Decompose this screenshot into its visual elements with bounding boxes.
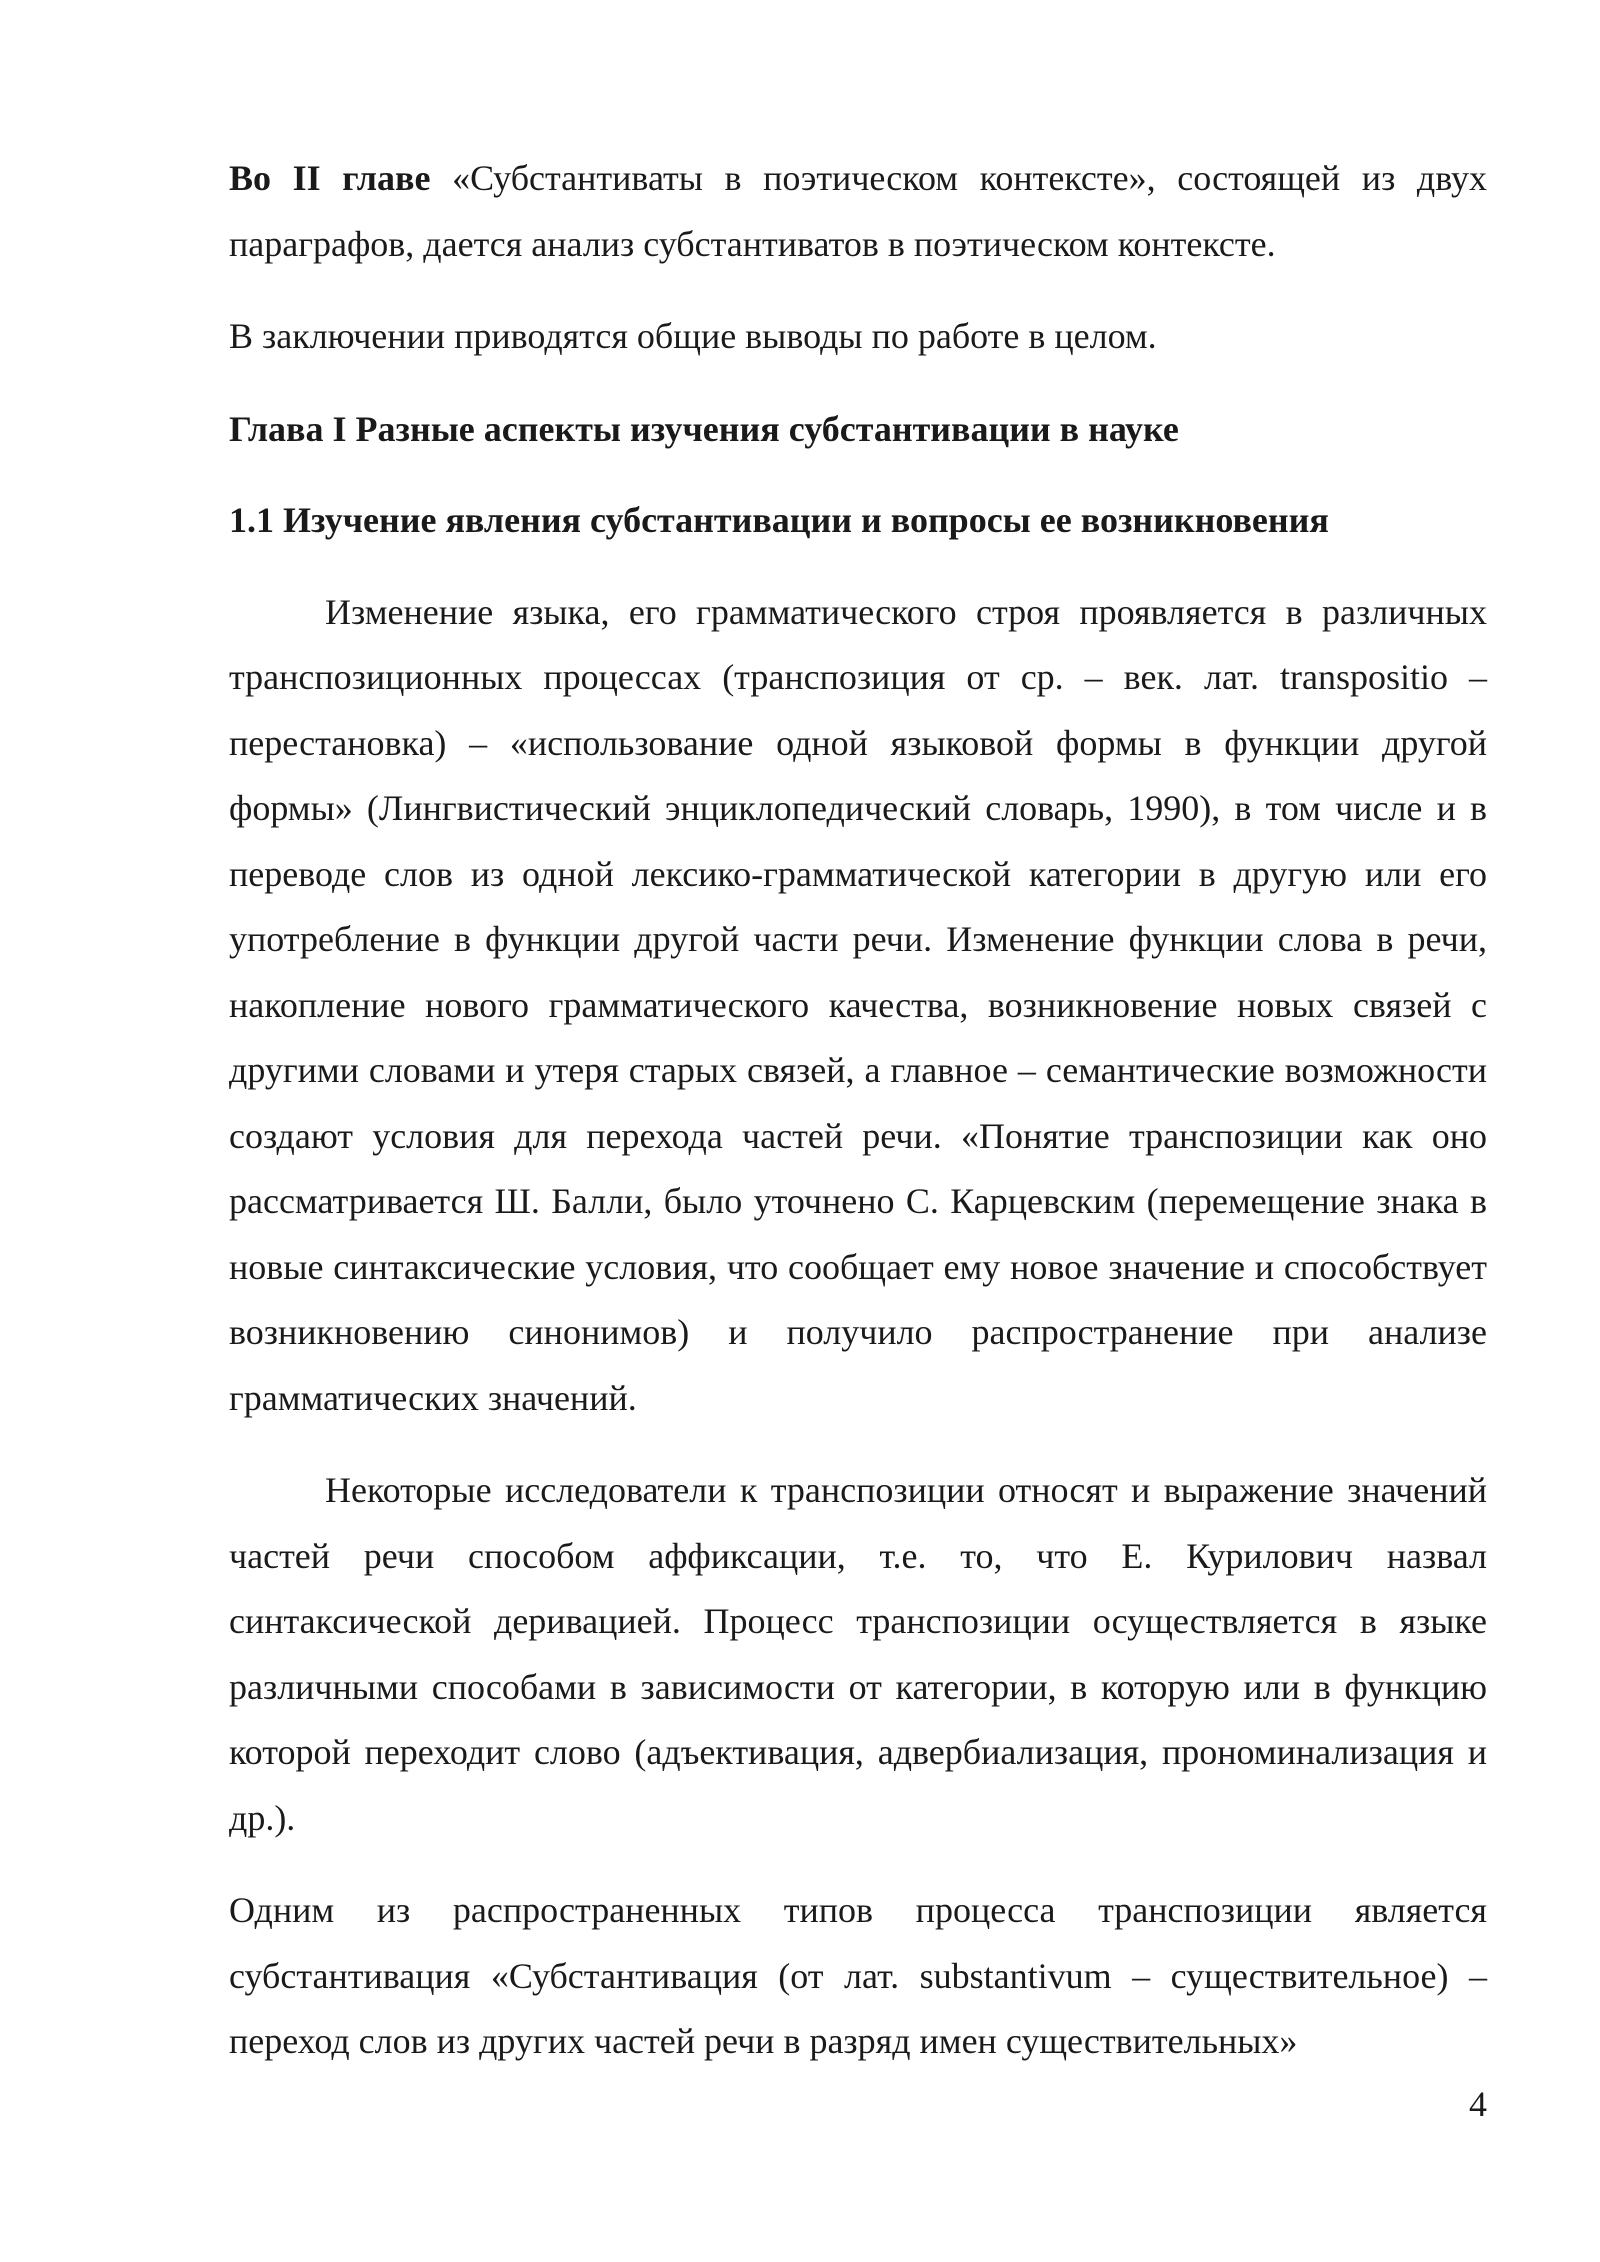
paragraph-researchers: Некоторые исследователи к транспозиции относят и выражение значений частей речи способом аффиксации, т.е. то, что Е. Курилович назвал синтаксической деривацией. Процесс транспозиции осуществляется в языке различными способами в зависимости от категории, в которую или в функцию которой переходит слово (адъективация, адвербиализация, прономинализация и др.). — [229, 1470, 1487, 1838]
page-content — [229, 146, 1487, 2102]
section-heading: 1.1 Изучение явления субстантивации и вопросы ее возникновения — [229, 500, 1329, 540]
paragraph-lead-bold: Во II главе — [229, 158, 431, 198]
paragraph-transposition: Изменение языка, его грамматического строя проявляется в различных транспозиционных процессах (транспозиция от ср. – век. лат. transpositio – перестановка) – «использование одной языковой формы в функции другой формы» (Лингвистический энциклопедический словарь, 1990), в том числе и в переводе слов из одной лексико-грамматической категории в другую или его употребление в функции другой части речи. Изменение функции слова в речи, накопление нового грамматического качества, возникновение новых связей с другими словами и утеря старых связей, а главное – семантические возможности создают условия для перехода частей речи. «Понятие транспозиции как оно рассматривается Ш. Балли, было уточнено С. Карцевским (перемещение знака в новые синтаксические условия, что сообщает ему новое значение и способствует возникновению синонимов) и получило распространение при анализе грамматических значений. — [229, 591, 1487, 1418]
paragraph-text: «Субстантиваты в поэтическом контексте», состоящей из двух параграфов, дается анализ субстантиватов в поэтическом контексте. — [229, 158, 1487, 264]
paragraph-conclusion-summary: В заключении приводятся общие выводы по работе в целом. — [229, 316, 1157, 356]
page-number: 4 — [1469, 2084, 1487, 2124]
chapter-heading: Глава I Разные аспекты изучения субстантивации в науке — [229, 408, 1179, 449]
paragraph-chapter-two-summary — [229, 146, 1487, 277]
paragraph-substantivation: Одним из распространенных типов процесса транспозиции является субстантивация «Субстантивация (от лат. substantivum – существительное) – переход слов из других частей речи в разряд имен существительных» — [229, 1890, 1487, 2061]
